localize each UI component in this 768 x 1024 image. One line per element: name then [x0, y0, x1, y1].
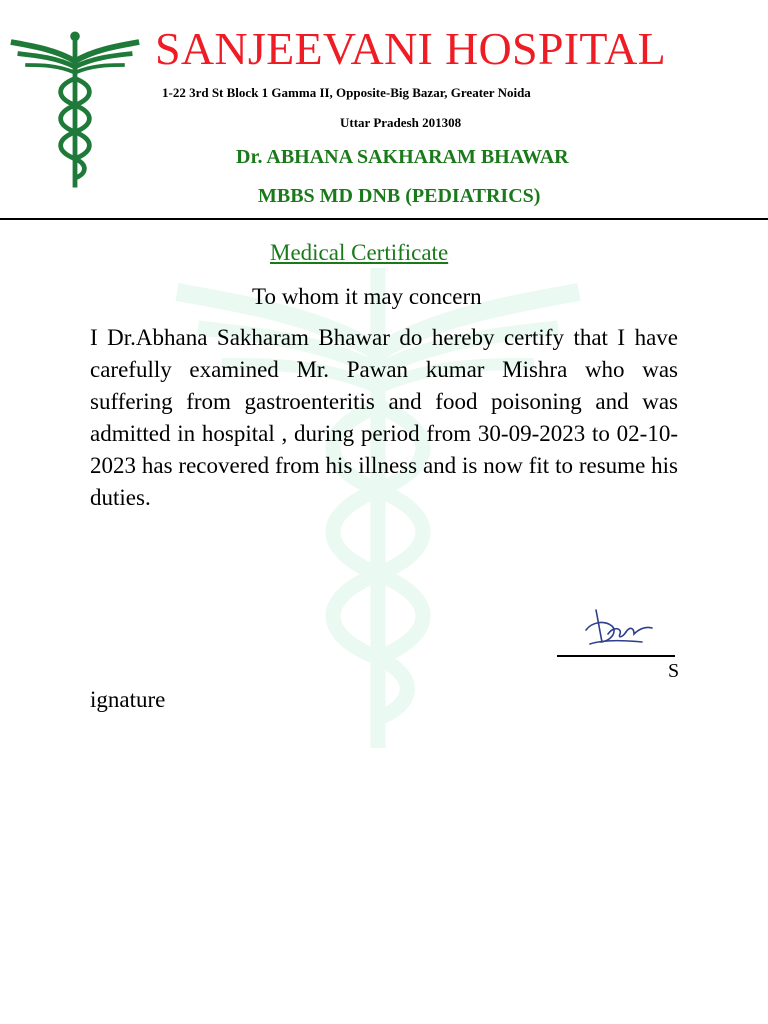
salutation: To whom it may concern [252, 284, 482, 309]
address-line-2: Uttar Pradesh 201308 [340, 115, 462, 130]
doctor-degree: MBBS MD DNB (PEDIATRICS) [258, 185, 541, 207]
doctor-name: Dr. ABHANA SAKHARAM BHAWAR [236, 146, 569, 168]
address-line-1: 1-22 3rd St Block 1 Gamma II, Opposite-Big Bazar, Greater Noida [162, 85, 531, 100]
signature-label-rest: ignature [90, 687, 166, 712]
certificate-body: I Dr.Abhana Sakharam Bhawar do hereby certify that I have carefully examined Mr. Pawan kumar Mishra who was suffering from gastroenteritis and food poisoning and was admitted in hospital , during period from 30-09-2023 to 02-10-2023 has recovered from his illness and is now fit to resume his duties. [90, 325, 678, 510]
signature-line [557, 655, 675, 657]
signature-label-first-letter: S [668, 660, 680, 682]
certificate-title: Medical Certificate [270, 240, 449, 265]
header-divider [0, 218, 768, 220]
handwritten-signature-icon [582, 604, 662, 650]
caduceus-icon [8, 28, 142, 192]
hospital-name: SANJEEVANI HOSPITAL [155, 23, 667, 74]
